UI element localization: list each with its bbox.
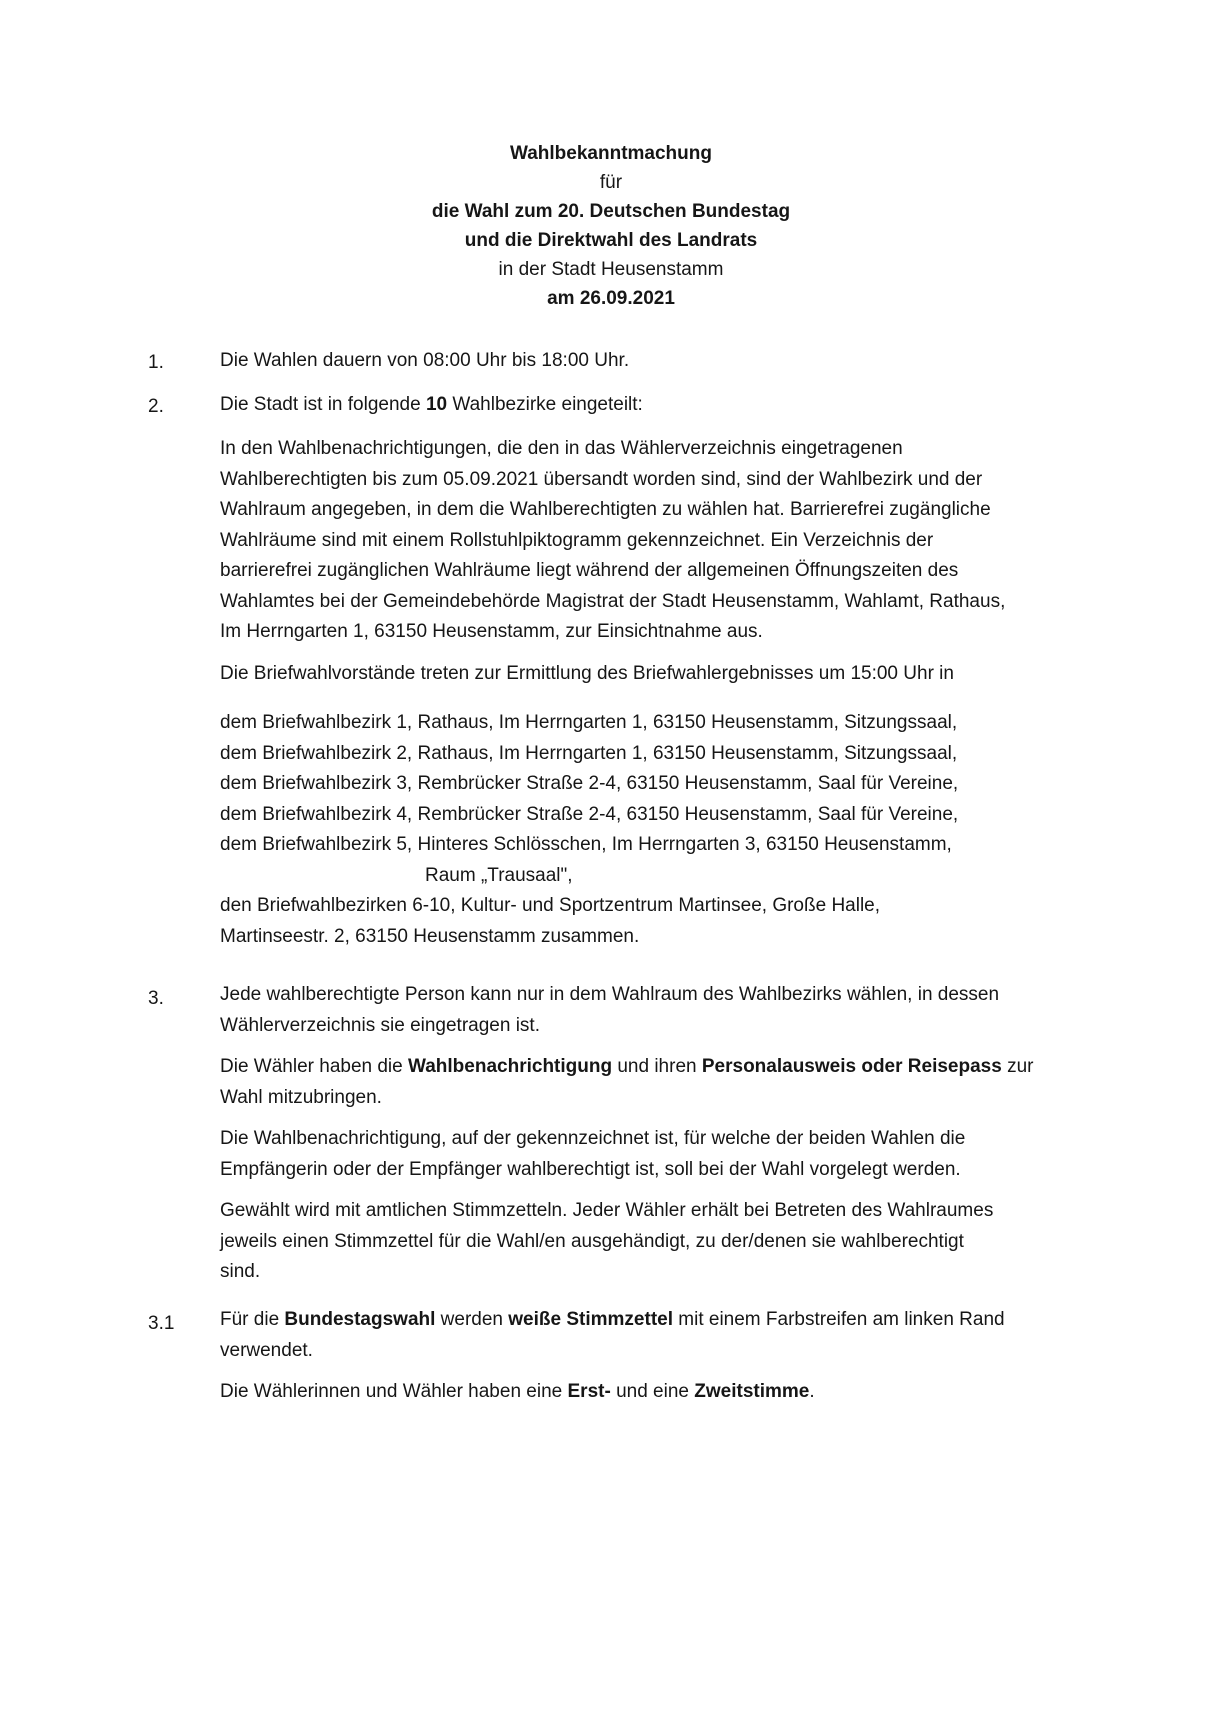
text-run: Die Wähler haben die (220, 1056, 408, 1077)
text-run: Für die (220, 1309, 285, 1330)
text-line: Im Herrngarten 1, 63150 Heusenstamm, zur Einsichtnahme aus. (220, 621, 763, 642)
text-line (220, 1377, 1100, 1408)
text-line: Wahlraum angegeben, in dem die Wahlberechtigten zu wählen hat. Barrierefrei zugängliche (220, 499, 991, 520)
paragraph: Die Briefwahlvorstände treten zur Ermittlung des Briefwahlergebnisses um 15:00 Uhr in (220, 663, 954, 684)
section-2-paragraph-2 (220, 659, 1100, 690)
text-run: zur (1001, 1056, 1034, 1077)
title-line: und die Direktwahl des Landrats (464, 230, 758, 251)
text-line: verwendet. (220, 1339, 313, 1361)
text-run: werden (435, 1309, 509, 1330)
section-3-paragraph-2 (220, 1052, 1100, 1113)
list-item: Martinseestr. 2, 63150 Heusenstamm zusammen. (220, 925, 640, 947)
section-2-paragraph-1 (220, 434, 1100, 648)
text-line: Empfängerin oder der Empfänger wahlberechtigt ist, soll bei der Wahl vorgelegt werden. (220, 1158, 961, 1180)
section-number: 1. (148, 352, 164, 373)
text-line: Wahlräume sind mit einem Rollstuhlpiktogramm gekennzeichnet. Ein Verzeichnis der (220, 529, 934, 551)
text-line: sind. (220, 1261, 261, 1282)
text-line: Die Wahlbenachrichtigung, auf der gekennzeichnet ist, für welche der beiden Wahlen die (220, 1128, 966, 1149)
list-item: dem Briefwahlbezirk 4, Rembrücker Straße 2-4, 63150 Heusenstamm, Saal für Vereine, (220, 803, 959, 825)
text-run: Wahlbezirke eingeteilt: (447, 394, 643, 415)
list-item: Raum „Trausaal", (425, 864, 573, 886)
section-3-paragraph-3 (220, 1124, 1100, 1185)
text-run: Personalausweis oder Reisepass (701, 1056, 1002, 1077)
title-line: am 26.09.2021 (547, 288, 675, 309)
text-run: und ihren (612, 1056, 702, 1077)
briefwahl-district-list (220, 708, 1100, 952)
text-line: In den Wahlbenachrichtigungen, die den in das Wählerverzeichnis eingetragenen (220, 438, 903, 459)
text-run: Bundestagswahl (284, 1309, 436, 1330)
paragraph (220, 390, 1100, 421)
text-run: . (809, 1381, 815, 1402)
paragraph: Die Wahlen dauern von 08:00 Uhr bis 18:00 Uhr. (220, 350, 630, 371)
list-item: dem Briefwahlbezirk 3, Rembrücker Straße 2-4, 63150 Heusenstamm, Saal für Vereine, (220, 773, 959, 794)
text-run: Wahlbenachrichtigung (408, 1056, 613, 1077)
section-number: 3. (148, 988, 164, 1009)
document-title (0, 142, 1222, 316)
text-line: Wahlberechtigten bis zum 05.09.2021 übersandt worden sind, sind der Wahlbezirk und der (220, 468, 983, 490)
district-count: 10 (425, 394, 448, 415)
text-line (220, 1305, 1100, 1336)
list-item: dem Briefwahlbezirk 2, Rathaus, Im Herrngarten 1, 63150 Heusenstamm, Sitzungssaal, (220, 742, 958, 764)
text-line: Wahl mitzubringen. (220, 1086, 382, 1108)
section-3-1-paragraph-1 (220, 1305, 1100, 1366)
text-line: Wahlamtes bei der Gemeindebehörde Magistrat der Stadt Heusenstamm, Wahlamt, Rathaus, (220, 590, 1006, 612)
text-line: barrierefrei zugänglichen Wahlräume liegt während der allgemeinen Öffnungszeiten des (220, 560, 959, 581)
section-3-1-paragraph-2 (220, 1377, 1100, 1408)
section-3-paragraph-1 (220, 980, 1100, 1041)
list-item: dem Briefwahlbezirk 1, Rathaus, Im Herrngarten 1, 63150 Heusenstamm, Sitzungssaal, (220, 712, 958, 733)
title-line: in der Stadt Heusenstamm (498, 259, 724, 280)
text-run: und eine (610, 1381, 695, 1402)
title-line: für (599, 172, 623, 193)
text-line: jeweils einen Stimmzettel für die Wahl/en ausgehändigt, zu der/denen sie wahlberechtigt (220, 1230, 964, 1252)
section-1-text (220, 346, 1100, 377)
section-number: 2. (148, 396, 164, 417)
text-line (220, 1052, 1100, 1083)
text-run: Die Stadt ist in folgende (220, 394, 426, 415)
list-item: den Briefwahlbezirken 6-10, Kultur- und Sportzentrum Martinsee, Große Halle, (220, 895, 881, 916)
text-run: Die Wählerinnen und Wähler haben eine (220, 1381, 568, 1402)
title-line: Wahlbekanntmachung (510, 143, 712, 164)
text-run: mit einem Farbstreifen am linken Rand (673, 1309, 1005, 1330)
text-run: Erst- (567, 1381, 611, 1402)
text-run: Zweitstimme (694, 1381, 810, 1402)
section-number: 3.1 (148, 1313, 175, 1334)
section-2-intro (220, 390, 1100, 421)
list-item: dem Briefwahlbezirk 5, Hinteres Schlösschen, Im Herrngarten 3, 63150 Heusenstamm, (220, 834, 952, 855)
text-line: Jede wahlberechtigte Person kann nur in dem Wahlraum des Wahlbezirks wählen, in dessen (220, 984, 1000, 1005)
text-run: weiße Stimmzettel (508, 1309, 673, 1330)
section-3-paragraph-4 (220, 1196, 1100, 1288)
text-line: Wählerverzeichnis sie eingetragen ist. (220, 1014, 540, 1036)
text-line: Gewählt wird mit amtlichen Stimmzetteln. Jeder Wähler erhält bei Betreten des Wahlraumes (220, 1200, 994, 1221)
title-line: die Wahl zum 20. Deutschen Bundestag (431, 201, 791, 222)
